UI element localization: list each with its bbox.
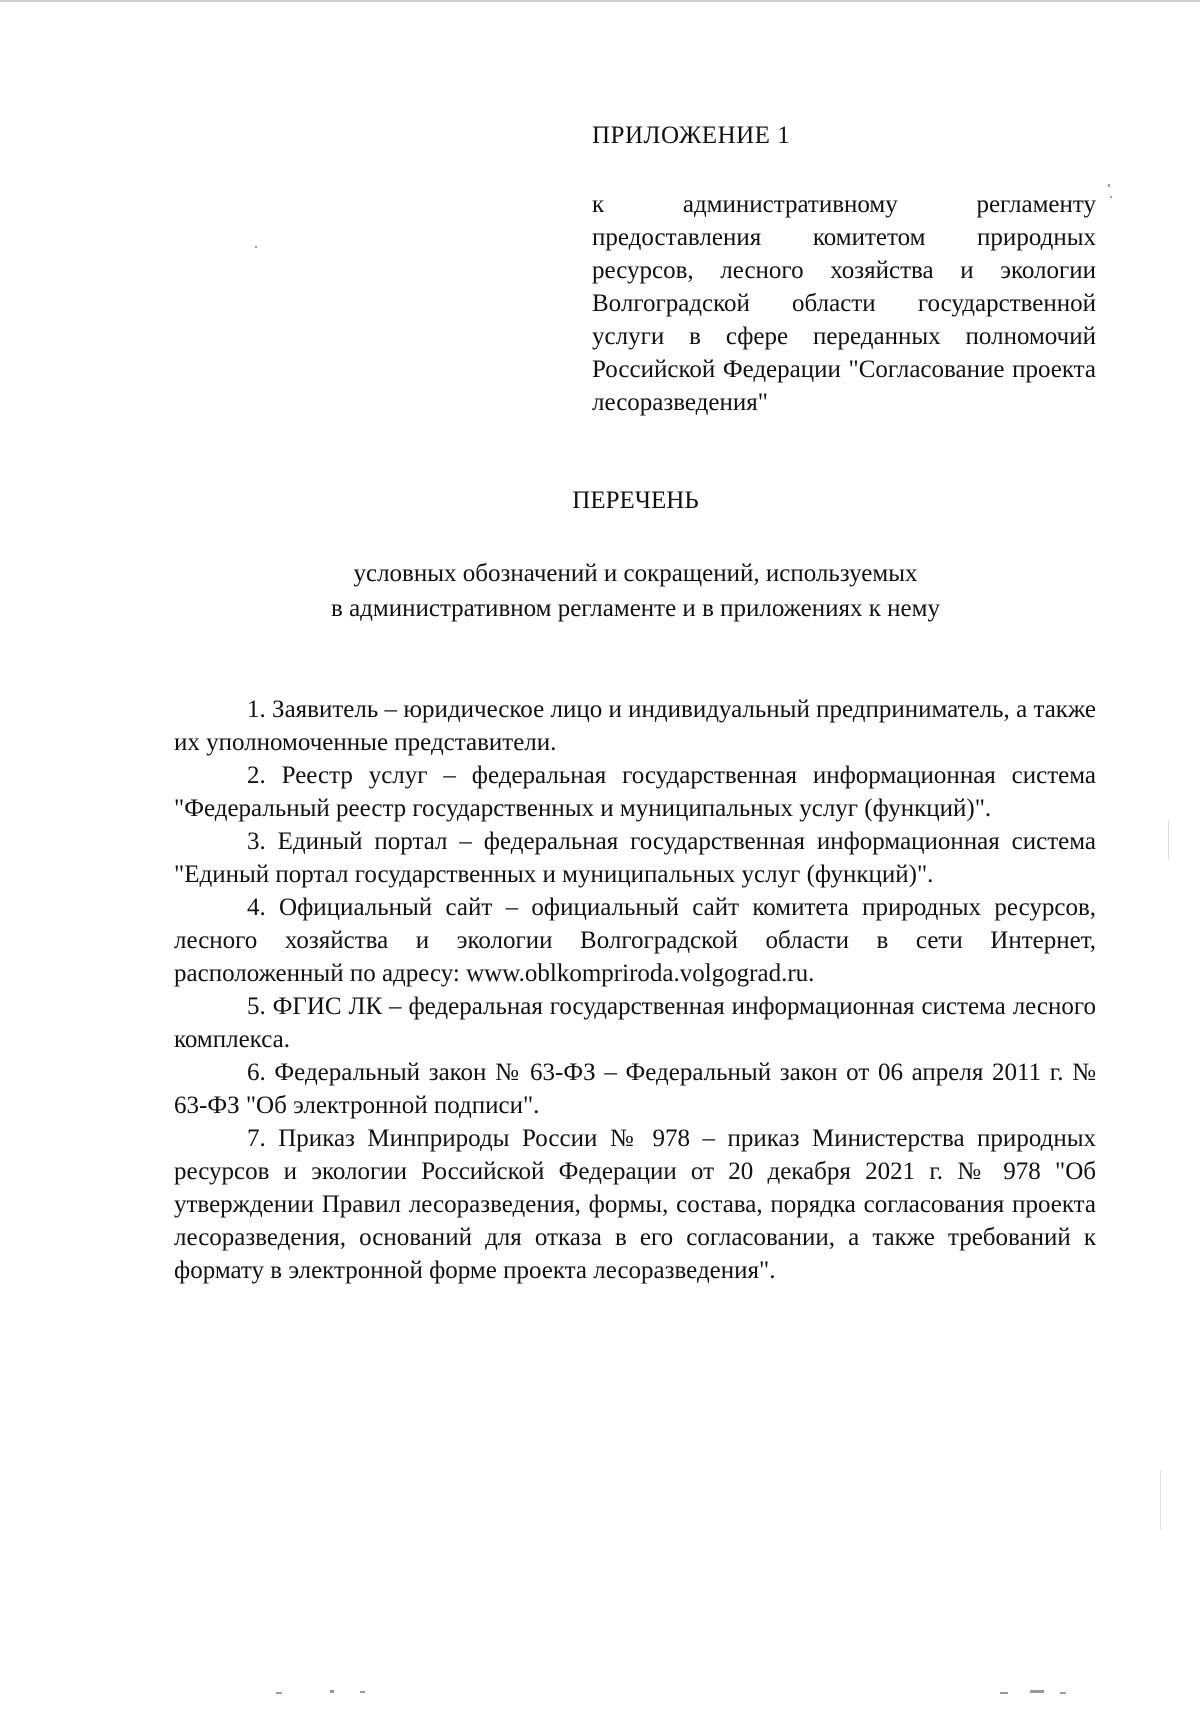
scan-speck [1060,1692,1066,1694]
scan-speck [1168,820,1169,860]
appendix-reference: к административному регламенту предоставления комитетом природных ресурсов, лесного хозяйства и экологии Волгоградской области государственной услуги в сфере переданных полномочий Российской Федерации "Согласование проекта лесоразведения" [592,191,1096,416]
list-title: ПЕРЕЧЕНЬ [572,487,699,514]
list-item-2: 2. Реестр услуг – федеральная государственная информационная система "Федеральный реестр государственных и муниципальных услуг (функций)". [174,762,1096,822]
list-subtitle-line-2: в административном регламенте и в приложениях к нему [331,595,940,622]
abbreviation-list [174,693,1096,1287]
scan-speck [360,1691,365,1693]
list-item-3: 3. Единый портал – федеральная государственная информационная система "Единый портал государственных и муниципальных услуг (функций)". [174,828,1096,888]
scan-speck [1108,184,1110,187]
list-subtitle-line-1: условных обозначений и сокращений, используемых [353,560,918,587]
list-item-6: 6. Федеральный закон № 63-ФЗ – Федеральный закон от 06 апреля 2011 г. № 63-ФЗ "Об электронной подписи". [174,1059,1096,1119]
scan-speck [1030,1690,1044,1693]
list-item-4: 4. Официальный сайт – официальный сайт комитета природных ресурсов, лесного хозяйства и экологии Волгоградской области в сети Интернет, расположенный по адресу: www.oblkompriroda.volgograd.ru. [174,894,1096,987]
appendix-title: ПРИЛОЖЕНИЕ 1 [592,122,791,149]
scan-speck [1110,196,1112,198]
list-item-7: 7. Приказ Минприроды России № 978 – приказ Министерства природных ресурсов и экологии Российской Федерации от 20 декабря 2021 г. № 978 "Об утверждении Правил лесоразведения, формы, состава, порядка согласования проекта лесоразведения, оснований для отказа в его согласовании, а также требований к формату в электронной форме проекта лесоразведения". [174,1125,1096,1284]
scan-speck [276,1692,282,1694]
scan-speck [1000,1692,1008,1694]
scan-speck [330,1690,334,1693]
list-item-5: 5. ФГИС ЛК – федеральная государственная информационная система лесного комплекса. [174,993,1096,1053]
scan-speck [255,246,257,248]
list-item-1: 1. Заявитель – юридическое лицо и индивидуальный предприниматель, а также их уполномоченные представители. [174,696,1096,756]
list-subtitle [0,556,1200,626]
scan-top-edge [0,0,1200,2]
scan-speck [1160,1470,1161,1530]
